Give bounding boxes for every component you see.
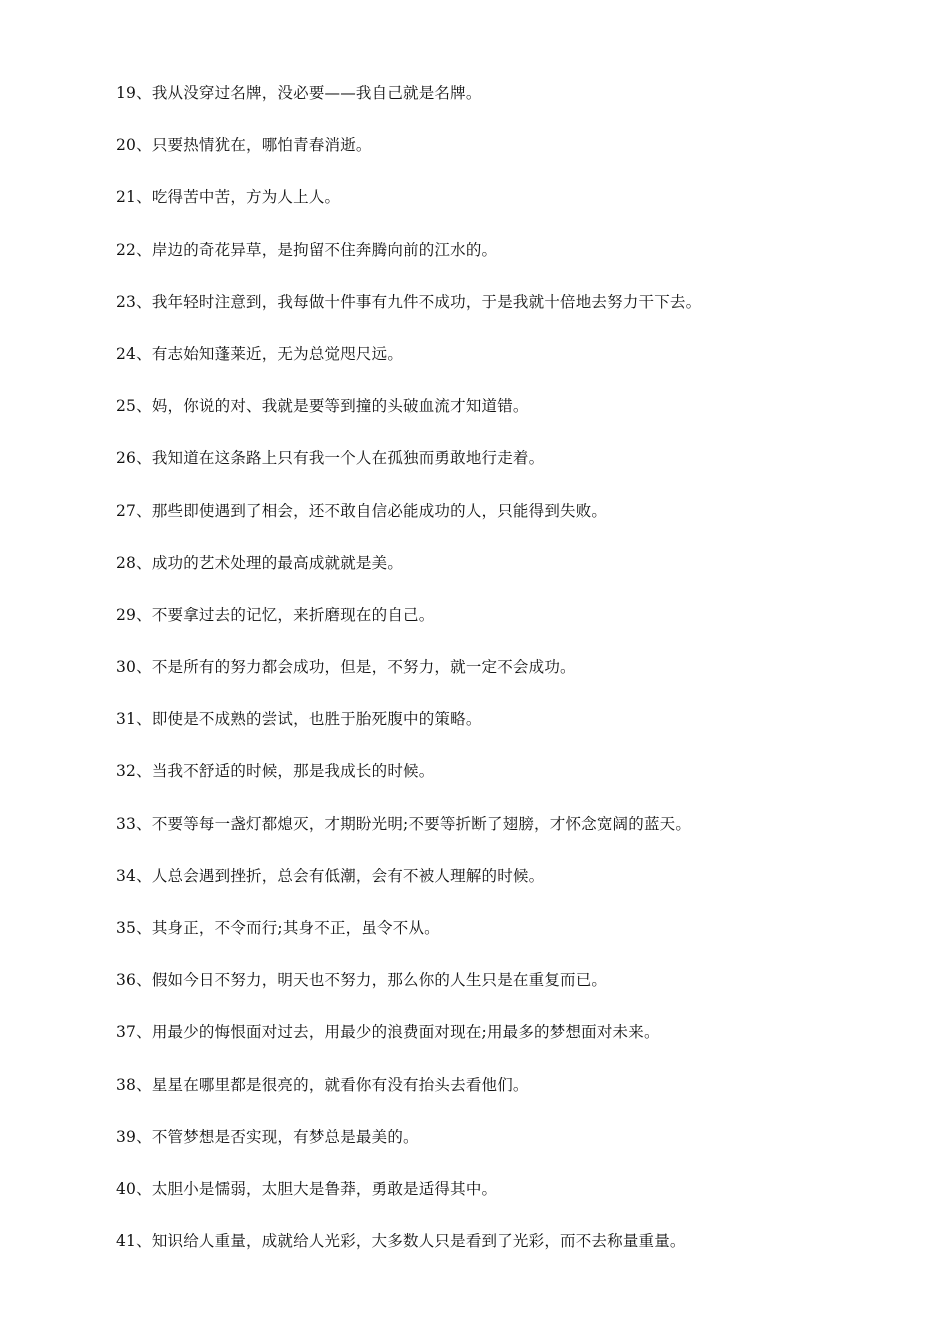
- quote-line: 40、太胆小是懦弱，太胆大是鲁莽，勇敢是适得其中。: [116, 1179, 498, 1198]
- quote-line: 29、不要拿过去的记忆，来折磨现在的自己。: [116, 605, 435, 624]
- quote-line: 31、即使是不成熟的尝试，也胜于胎死腹中的策略。: [116, 710, 482, 729]
- quote-line: 41、知识给人重量，成就给人光彩，大多数人只是看到了光彩，而不去称量重量。: [116, 1232, 686, 1251]
- quote-line: 37、用最少的悔恨面对过去，用最少的浪费面对现在;用最多的梦想面对未来。: [116, 1023, 660, 1042]
- quote-line: 20、只要热情犹在，哪怕青春消逝。: [116, 136, 372, 155]
- quote-line: 27、那些即使遇到了相会，还不敢自信必能成功的人，只能得到失败。: [116, 501, 608, 520]
- quote-line: 33、不要等每一盏灯都熄灭，才期盼光明;不要等折断了翅膀，才怀念宽阔的蓝天。: [116, 814, 692, 833]
- quote-line: 23、我年轻时注意到，我每做十件事有九件不成功，于是我就十倍地去努力干下去。: [116, 292, 702, 311]
- quote-line: 28、成功的艺术处理的最高成就就是美。: [116, 553, 404, 572]
- quote-line: 21、吃得苦中苦，方为人上人。: [116, 188, 341, 207]
- quote-line: 22、岸边的奇花异草，是拘留不住奔腾向前的江水的。: [116, 240, 498, 259]
- quote-line: 32、当我不舒适的时候，那是我成长的时候。: [116, 762, 435, 781]
- quote-line: 25、妈，你说的对、我就是要等到撞的头破血流才知道错。: [116, 397, 529, 416]
- quote-line: 19、我从没穿过名牌，没必要——我自己就是名牌。: [116, 84, 482, 102]
- quote-line: 24、有志始知蓬莱近，无为总觉咫尺远。: [116, 344, 404, 363]
- quote-line: 30、不是所有的努力都会成功，但是，不努力，就一定不会成功。: [116, 658, 576, 677]
- quote-line: 35、其身正，不令而行;其身不正，虽令不从。: [116, 919, 440, 937]
- quote-line: 39、不管梦想是否实现，有梦总是最美的。: [116, 1127, 419, 1146]
- quote-line: 34、人总会遇到挫折，总会有低潮，会有不被人理解的时候。: [116, 866, 545, 885]
- quote-line: 36、假如今日不努力，明天也不努力，那么你的人生只是在重复而已。: [116, 971, 608, 990]
- quote-line: 26、我知道在这条路上只有我一个人在孤独而勇敢地行走着。: [116, 449, 545, 468]
- quote-list: [116, 81, 916, 1281]
- quote-line: 38、星星在哪里都是很亮的，就看你有没有抬头去看他们。: [116, 1075, 529, 1094]
